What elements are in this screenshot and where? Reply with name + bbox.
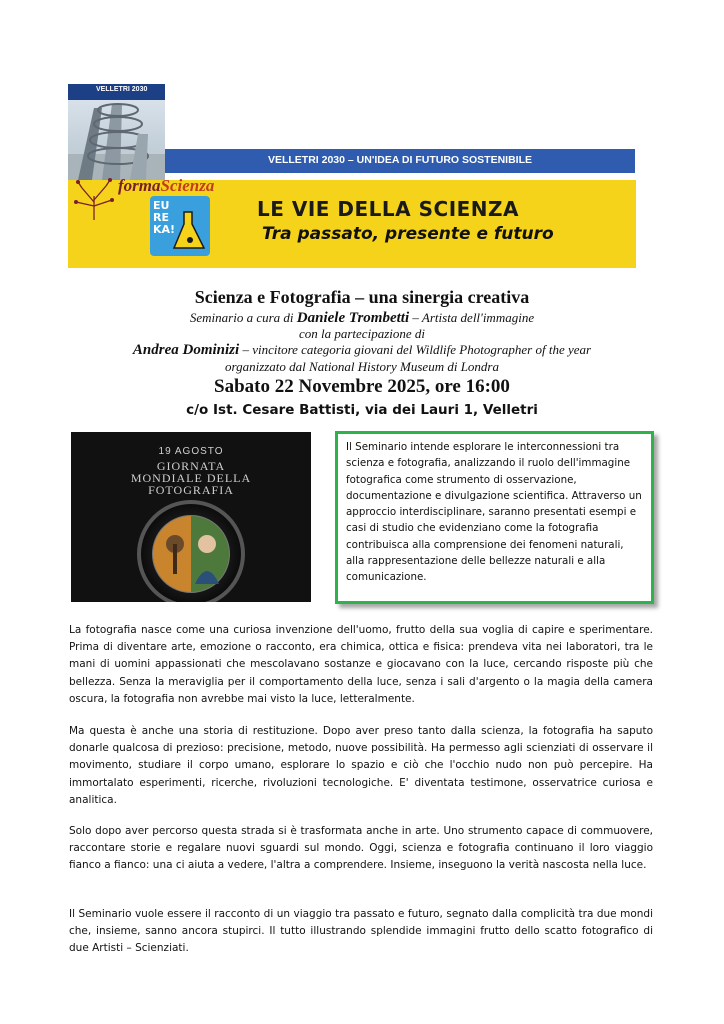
guest-line xyxy=(0,342,724,359)
photo-tag-text: VELLETRI 2030 xyxy=(96,86,148,93)
forma-logo-part1: forma xyxy=(118,176,161,195)
poster-date: 19 AGOSTO xyxy=(158,446,224,457)
body-paragraph-4: Il Seminario vuole essere il racconto di un viaggio tra passato e futuro, segnato dalla complicità tra due mondi che, insieme, sanno ancora stupirci. Il tutto illustrando splendide immagini frutto dello scatto fotografico di due Artisti – Scienziati. xyxy=(69,908,653,955)
poster-title-line3: FOTOGRAFIA xyxy=(148,483,234,497)
curator-suffix: – Artista dell'immagine xyxy=(409,310,535,325)
guest-suffix: – vincitore categoria giovani del Wildlife Photographer of the year xyxy=(239,342,592,357)
curator-line xyxy=(0,310,724,327)
poster-title-line1: GIORNATA xyxy=(156,459,226,473)
eureka-logo xyxy=(150,196,210,256)
velletri-tower-photo xyxy=(68,84,165,180)
seminar-intro-box xyxy=(335,431,654,604)
project-banner-text: VELLETRI 2030 – UN'IDEA DI FUTURO SOSTENIBILE xyxy=(267,154,533,166)
body-paragraph-1: La fotografia nasce come una curiosa invenzione dell'uomo, frutto della sua voglia di capire e sperimentare. Prima di diventare arte, emozione o racconto, era chimica, ottica e fisica: prendeva vita nei laboratori, tra le mani di uomini appassionati che mescolavano sostanze e giocavano con la luce, cercando risposte più che bellezza. Senza la meraviglia per il comportamento della luce, senza i sali d'argento o la magia della camera oscura, la fotografia non avrebbe mai visto la luce, letteralmente. xyxy=(69,624,653,705)
flask-icon xyxy=(150,196,210,256)
curator-prefix: Seminario a cura di xyxy=(189,310,297,325)
guest-name: Andrea Dominizi xyxy=(132,342,240,358)
body-paragraph-2: Ma questa è anche una storia di restituzione. Dopo aver preso tanto dalla scienza, la fotografia ha saputo donarle qualcosa di prezioso: precisione, metodo, nuove possibilità. Ha permesso agli scienziati di osservare il movimento, studiare il corpo umano, esplorare lo spazio e ciò che l'occhio nudo non può percepire. Ha immortalato esperimenti, ricerche, rivoluzioni tecnologiche. E' diventata testimone, osservatrice curiosa e analitica. xyxy=(69,725,653,806)
forma-logo-part2: Scienza xyxy=(160,176,215,195)
tree-logo-icon xyxy=(70,178,118,220)
photography-day-poster xyxy=(71,432,311,602)
camera-lens-icon xyxy=(71,432,311,602)
event-title: Scienza e Fotografia – una sinergia creativa xyxy=(194,287,530,307)
series-subtitle: Tra passato, presente e futuro xyxy=(262,224,554,244)
poster-title-line2: MONDIALE DELLA xyxy=(130,471,252,485)
body-paragraph-3: Solo dopo aver percorso questa strada si è trasformata anche in arte. Uno strumento capace di commuovere, raccontare storie e regalare nuovi sguardi sul mondo. Oggi, scienza e fotografia continuano il loro viaggio fianco a fianco: una ci aiuta a vedere, l'altra a comprendere. Insieme, inseguono la verità nascosta nella luce. xyxy=(69,825,653,872)
participation-line: con la partecipazione di xyxy=(298,326,425,341)
forma-scienza-logo xyxy=(118,176,214,196)
project-banner xyxy=(165,149,635,173)
tower-illustration xyxy=(68,84,165,180)
curator-name: Daniele Trombetti xyxy=(296,310,410,326)
series-title: LE VIE DELLA SCIENZA xyxy=(257,197,520,221)
seminar-intro-text: Il Seminario intende esplorare le interconnessioni tra scienza e fotografia, analizzando il ruolo dell'immagine fotografica come strumento di osservazione, documentazione e divulgazione scientifica. Attraverso un approccio interdisciplinare, saranno presentati esempi e casi di studio che evidenziano come la fotografia contribuisca alla comprensione dei fenomeni naturali, alla rappresentazione delle bellezze naturali e alla comunicazione. xyxy=(346,441,642,584)
eureka-text: EU RE KA! xyxy=(153,199,176,236)
organizer-line: organizzato dal National History Museum di Londra xyxy=(225,359,499,374)
event-date: Sabato 22 Novembre 2025, ore 16:00 xyxy=(214,376,510,397)
event-venue: c/o Ist. Cesare Battisti, via dei Lauri 1, Velletri xyxy=(186,402,538,418)
